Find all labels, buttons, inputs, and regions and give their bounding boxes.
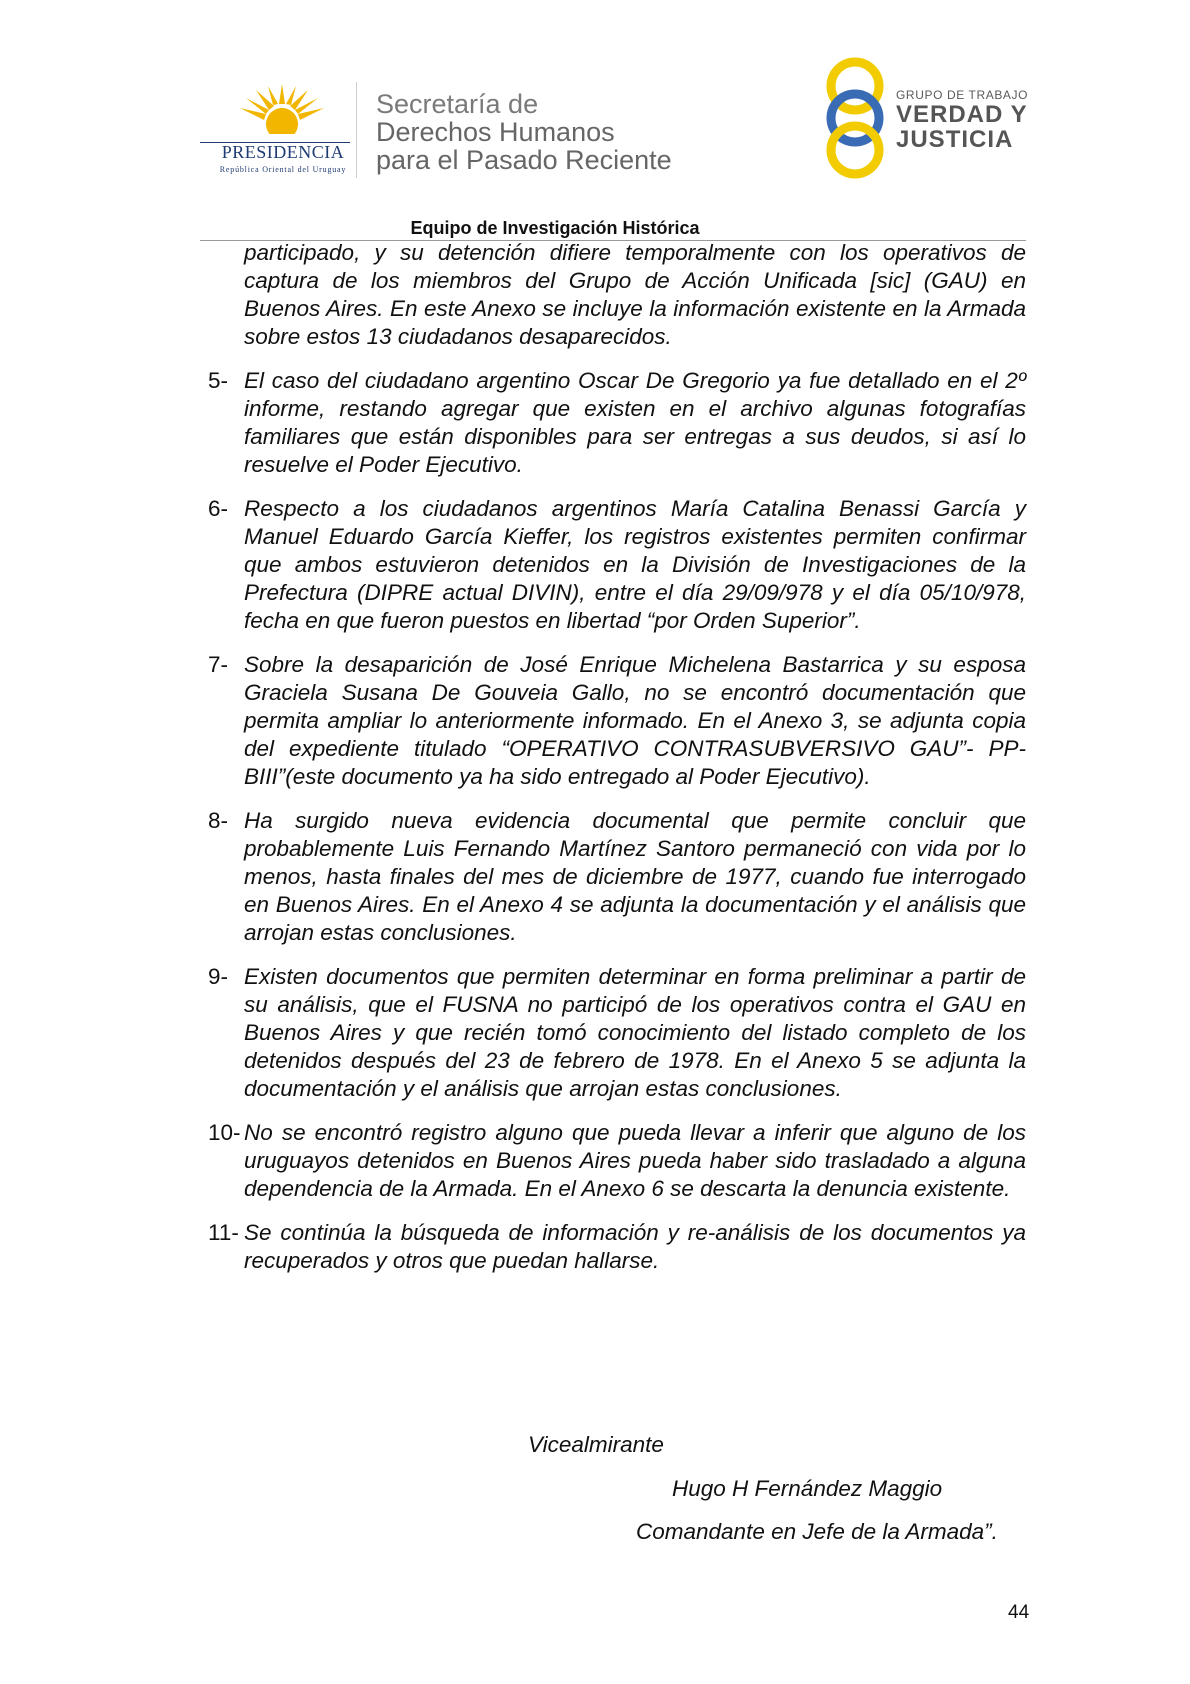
signature-rank: Vicealmirante — [528, 1432, 664, 1457]
list-item — [208, 367, 1026, 479]
gt-logo-text — [896, 88, 1028, 152]
list-item — [208, 1119, 1026, 1203]
interlocking-rings-icon — [822, 56, 888, 180]
gt-line-2: JUSTICIA — [896, 126, 1014, 153]
list-item — [208, 495, 1026, 635]
item-text: Existen documentos que permiten determinar en forma preliminar a partir de su análisis, que el FUSNA no participó de los operativos contra el GAU en Buenos Aires y que recién tomó conocimiento del listado completo de los detenidos después del 23 de febrero de 1978. En el Anexo 5 se adjunta la documentación y el análisis que arrojan estas conclusiones. — [244, 964, 1026, 1101]
item-number: 8- — [208, 808, 229, 833]
gt-label: GRUPO DE TRABAJO — [896, 88, 1029, 102]
item-number: 10- — [208, 1120, 241, 1145]
signature-name: Hugo H Fernández Maggio — [672, 1476, 943, 1501]
item-text: Sobre la desaparición de José Enrique Michelena Bastarrica y su esposa Graciela Susana De Gouveia Gallo, no se encontró documentación que permita ampliar lo anteriormente informado. En el Anexo 3, se adjunta copia del expediente titulado “OPERATIVO CONTRASUBVERSIVO GAU”- PP-BIII”(este documento ya ha sido entregado al Poder Ejecutivo). — [244, 652, 1026, 789]
presidencia-name: PRESIDENCIA — [221, 142, 345, 162]
item-number: 7- — [208, 652, 229, 677]
signature-title: Comandante en Jefe de la Armada”. — [636, 1519, 998, 1544]
letterhead — [0, 0, 1190, 240]
continuation-paragraph: participado, y su detención difiere temporalmente con los operativos de captura de los miembros del Grupo de Acción Unificada [sic] (GAU) en Buenos Aires. En este Anexo se incluye la información existente en la Armada sobre estos 13 ciudadanos desaparecidos. — [244, 240, 1026, 349]
item-text: Se continúa la búsqueda de información y re-análisis de los documentos ya recuperados y otros que puedan hallarse. — [244, 1220, 1026, 1273]
item-text: Respecto a los ciudadanos argentinos María Catalina Benassi García y Manuel Eduardo García Kieffer, los registros existentes permiten confirmar que ambos estuvieron detenidos en la División de Investigaciones de la Prefectura (DIPRE actual DIVIN), entre el día 29/09/978 y el día 05/10/978, fecha en que fueron puestos en libertad “por Orden Superior”. — [244, 496, 1026, 633]
item-number: 5- — [208, 368, 229, 393]
list-item — [208, 807, 1026, 947]
presidencia-subtitle: República Oriental del Uruguay — [219, 165, 347, 174]
item-number: 9- — [208, 964, 229, 989]
item-text: Ha surgido nueva evidencia documental que permite concluir que probablemente Luis Fernando Martínez Santoro permaneció con vida por lo menos, hasta finales del mes de diciembre de 1977, cuando fue interrogado en Buenos Aires. En el Anexo 4 se adjunta la documentación y el análisis que arrojan estas conclusiones. — [244, 808, 1026, 945]
secretaria-line-1: Secretaría de — [376, 89, 539, 119]
sun-emblem-icon — [236, 82, 328, 138]
secretaria-logo-text — [376, 90, 672, 174]
list-item — [208, 651, 1026, 791]
document-body — [208, 239, 1026, 1291]
presidencia-logo-text — [198, 142, 368, 174]
secretaria-line-3: para el Pasado Reciente — [376, 145, 672, 175]
department-heading: Equipo de Investigación Histórica — [410, 218, 700, 238]
list-item — [208, 963, 1026, 1103]
item-number: 11- — [208, 1220, 239, 1245]
item-text: No se encontró registro alguno que pueda llevar a inferir que alguno de los uruguayos detenidos en Buenos Aires pueda haber sido trasladado a alguna dependencia de la Armada. En el Anexo 6 se descarta la denuncia existente. — [244, 1120, 1026, 1201]
item-text: El caso del ciudadano argentino Oscar De Gregorio ya fue detallado en el 2º informe, restando agregar que existen en el archivo algunas fotografías familiares que están disponibles para ser entregas a sus deudos, si así lo resuelve el Poder Ejecutivo. — [244, 368, 1026, 477]
list-item — [208, 1219, 1026, 1275]
gt-line-1: VERDAD Y — [896, 101, 1028, 128]
logo-divider — [356, 82, 357, 178]
secretaria-line-2: Derechos Humanos — [376, 117, 615, 147]
page-number: 44 — [1008, 1602, 1030, 1623]
item-number: 6- — [208, 496, 229, 521]
